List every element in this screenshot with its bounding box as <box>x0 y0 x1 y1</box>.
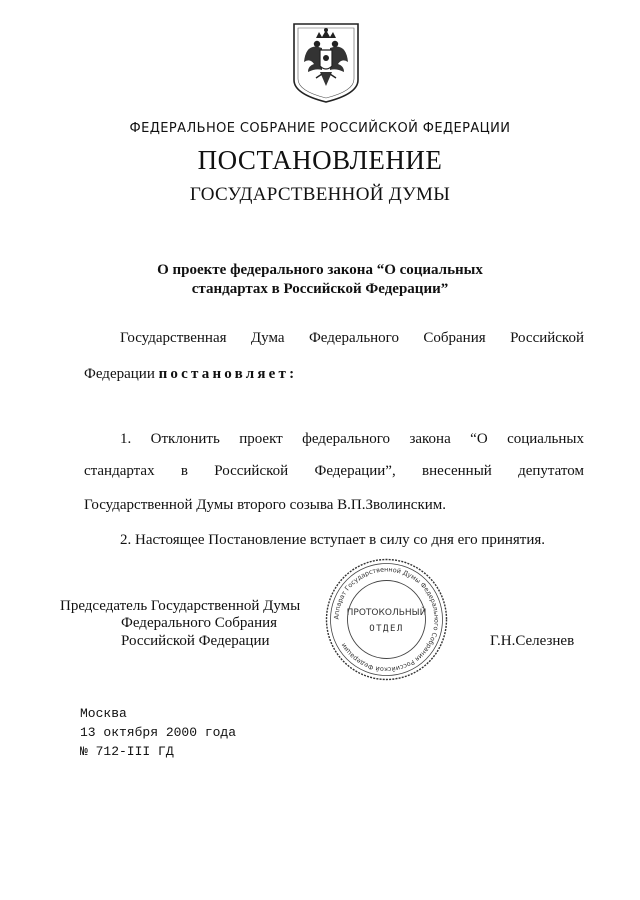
document-number: № 712-III ГД <box>80 744 174 759</box>
issuing-body-title: ГОСУДАРСТВЕННОЙ ДУМЫ <box>189 184 451 205</box>
signatory-title-line-3: Российской Федерации <box>121 633 270 649</box>
preamble-line-1: Государственная Дума Федерального Собрания Российской <box>120 330 584 346</box>
document-type-title: ПОСТАНОВЛЕНИЕ <box>197 145 443 175</box>
place-of-adoption: Москва <box>80 706 127 721</box>
subject-line-2: стандартах в Российской Федерации” <box>191 281 449 297</box>
preamble-line-2-start: Федерации <box>84 366 159 382</box>
item-1-line-3: Государственной Думы второго созыва В.П.Зволинским. <box>84 497 447 513</box>
item-1-line-1: 1. Отклонить проект федерального закона “О социальных <box>120 431 584 447</box>
signatory-name: Г.Н.Селезнев <box>490 633 575 649</box>
signatory-title-line-1: Председатель Государственной Думы <box>60 598 301 614</box>
item-2: 2. Настоящее Постановление вступает в силу со дня его принятия. <box>120 532 546 548</box>
assembly-heading: ФЕДЕРАЛЬНОЕ СОБРАНИЕ РОССИЙСКОЙ ФЕДЕРАЦИИ <box>129 121 511 136</box>
resolves-keyword: постановляет: <box>158 366 298 382</box>
adoption-date: 13 октября 2000 года <box>80 725 237 740</box>
signatory-title-line-2: Федерального Собрания <box>121 615 278 631</box>
coat-of-arms-emblem <box>292 22 360 104</box>
subject-line-1: О проекте федерального закона “О социальных <box>157 262 483 278</box>
stamp-center-bottom: ОТДЕЛ <box>369 624 404 634</box>
stamp-ring-text: Аппарат Государственной Думы Федерального Собрания Российской Федерации <box>332 565 441 674</box>
preamble-line-2 <box>84 366 297 383</box>
item-1-line-2: стандартах в Российской Федерации”, внесенный депутатом <box>84 463 584 479</box>
official-stamp <box>324 557 449 682</box>
stamp-center-top: ПРОТОКОЛЬНЫЙ <box>346 608 427 618</box>
